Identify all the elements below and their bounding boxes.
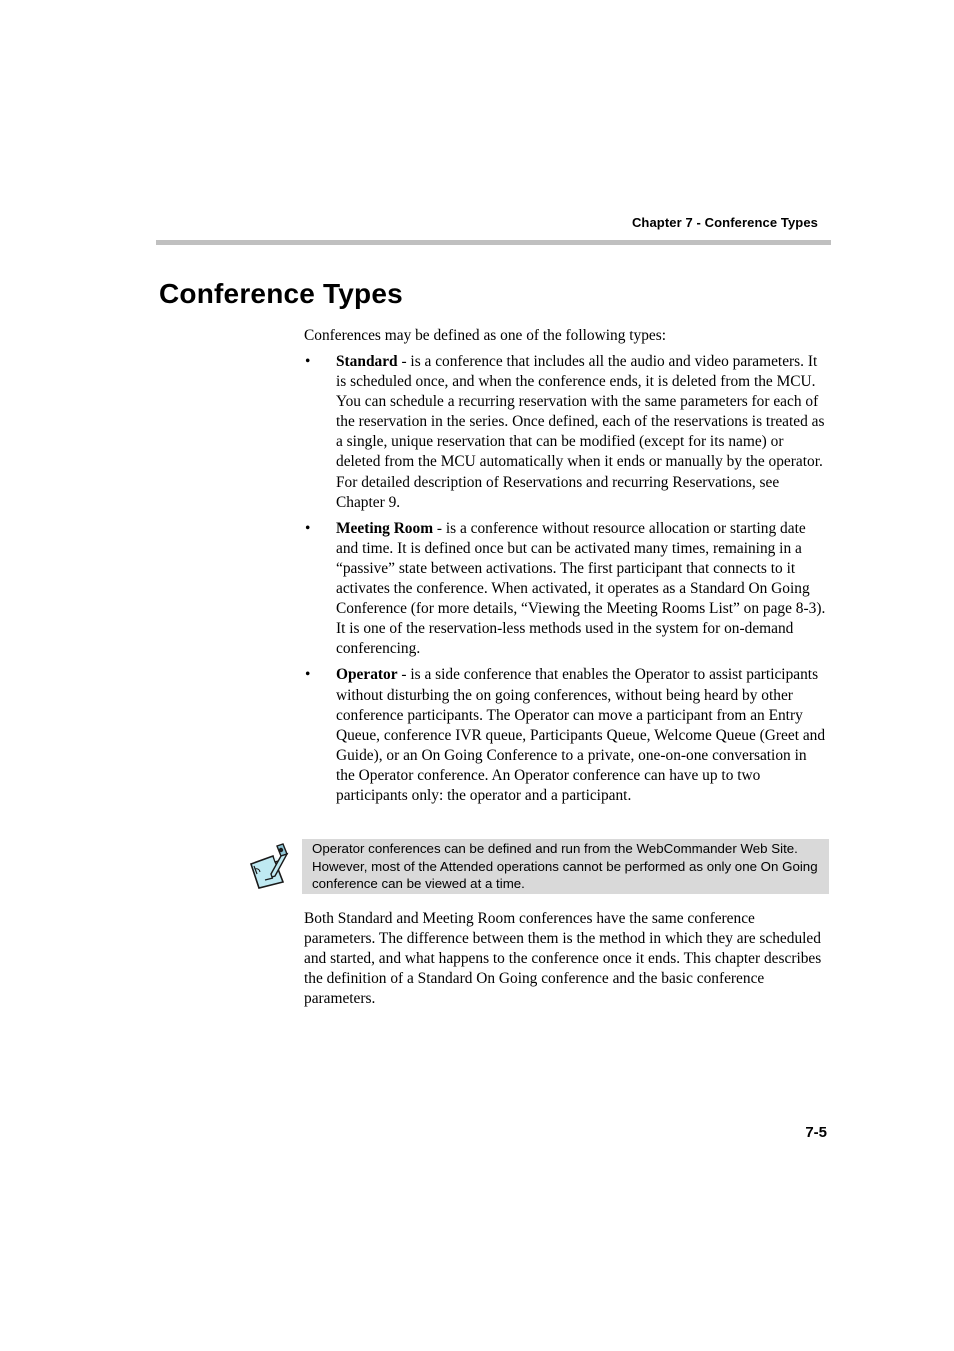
term-operator: Operator: [336, 666, 398, 684]
list-item: [304, 352, 828, 513]
definition-operator: - is a side conference that enables the Operator to assist participants without disturbing the on going conferences, without being heard by other conference participants. The Operator can move a participant from an Entry Queue, conference IVR queue, Participants Queue, Welcome Queue (Greet and Guide), or an On Going Conference to a private, one-on-one conversation in the Operator conference. An Operator conference can have up to two participants only: the operator and a participant.: [336, 666, 826, 804]
list-item: [304, 665, 828, 806]
running-header: Chapter 7 - Conference Types: [631, 215, 818, 230]
note-pad-pencil-icon: [245, 842, 293, 890]
list-item: [304, 519, 828, 660]
bullet-marker: •: [305, 519, 311, 537]
page-title: Conference Types: [159, 278, 403, 309]
definition-standard: - is a conference that includes all the audio and video parameters. It is scheduled once, and when the conference ends, it is deleted from the MCU. You can schedule a recurring reservation with the same parameters for each of the reservation in the series. Once defined, each of the reservations is treated as a single, unique reservation that can be modified (except for its name) or deleted from the MCU automatically when it ends or manually by the operator. For detailed description of Reservations and recurring Reservations, see Chapter 9.: [336, 353, 825, 511]
closing-paragraph: Both Standard and Meeting Room conferences have the same conference parameters. The difference between them is the method in which they are scheduled and started, and what happens to the conference once it ends. This chapter describes the definition of a Standard On Going conference and the basic conference parameters.: [304, 910, 822, 1008]
term-standard: Standard: [336, 353, 398, 370]
intro-paragraph: Conferences may be defined as one of the following types:: [304, 327, 666, 344]
bullet-marker: •: [305, 353, 311, 370]
bullet-marker: •: [305, 666, 311, 684]
term-meeting-room: Meeting Room: [336, 519, 434, 537]
note-box: Operator conferences can be defined and run from the WebCommander Web Site. However, most of the Attended operations cannot be performed as only one On Going conference can be viewed at a time.: [302, 839, 829, 894]
page-number: 7-5: [805, 1124, 827, 1141]
conference-type-list: [304, 352, 828, 812]
definition-meeting-room: - is a conference without resource allocation or starting date and time. It is defined once but can be activated many times, remaining in a “passive” state between activations. The first participant that connects to it activates the conference. When activated, it operates as a Standard On Going Conference (for more details, “Viewing the Meeting Rooms List” on page 8-3). It is one of the reservation-less methods used in the system for on-demand conferencing.: [336, 519, 826, 658]
header-rule: [156, 240, 831, 245]
